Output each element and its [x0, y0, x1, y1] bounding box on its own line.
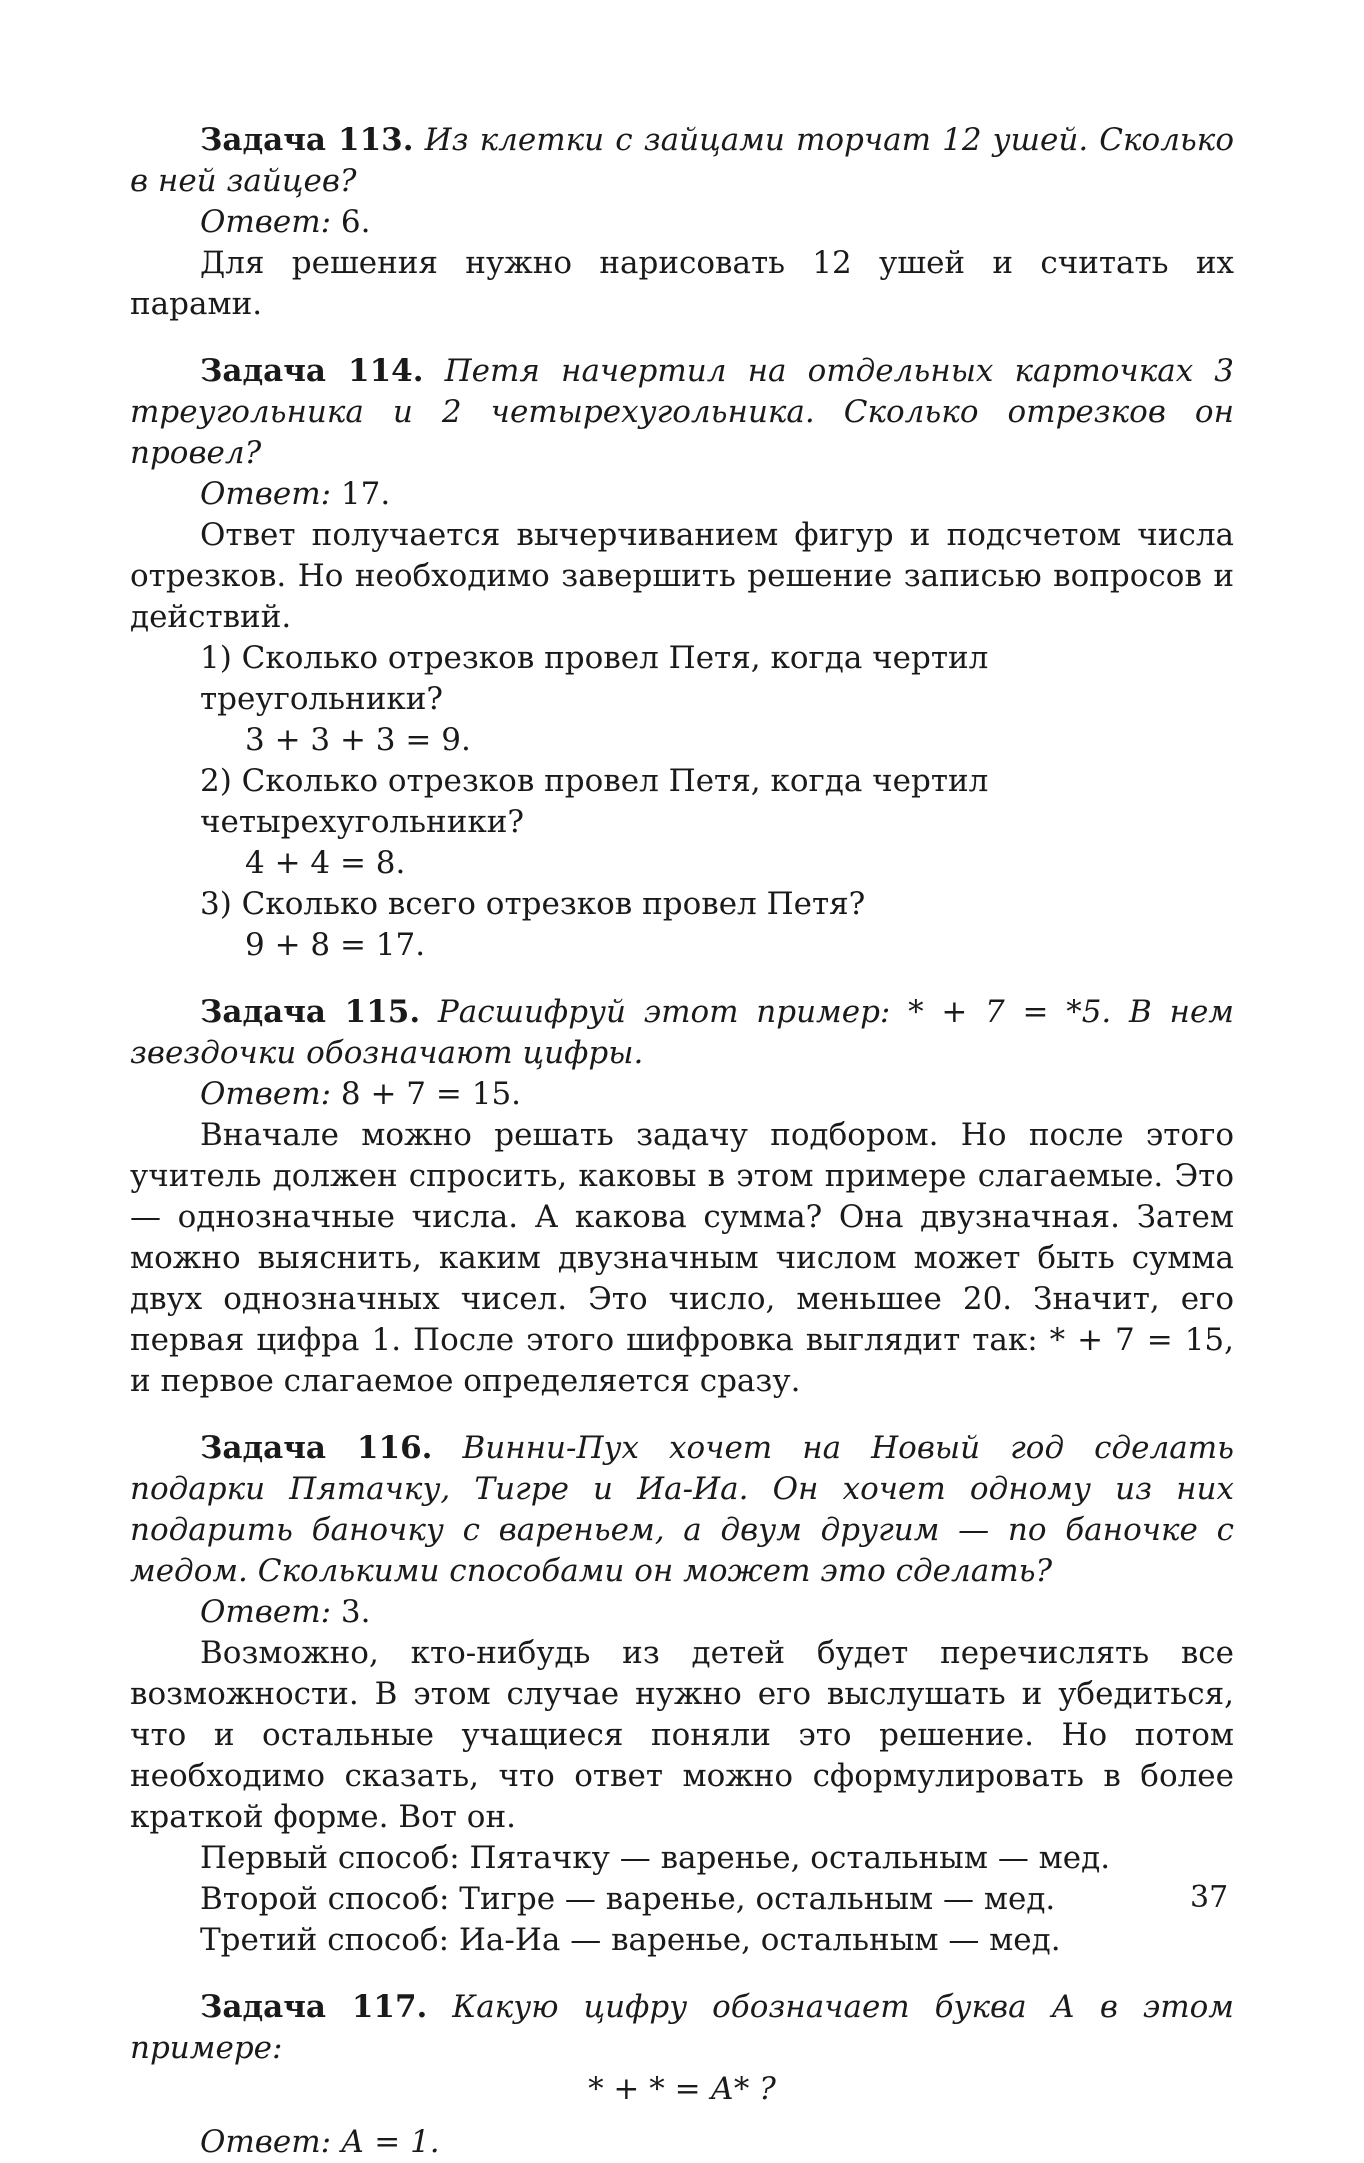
- answer: [130, 474, 1234, 515]
- answer-value: 17.: [340, 476, 391, 512]
- step-question: 2) Сколько отрезков провел Петя, когда чертил четырехугольники?: [200, 763, 989, 840]
- task-115: [130, 992, 1234, 1402]
- answer-value: 8 + 7 = 15.: [340, 1076, 522, 1112]
- task-116: [130, 1428, 1234, 1961]
- answer-value: 6.: [340, 204, 371, 240]
- task-text: Из клетки с зайцами торчат 12 ушей. Сколько в ней зайцев?: [130, 122, 1234, 199]
- formula: * + * = А* ?: [588, 2071, 776, 2107]
- task-113: [130, 120, 1234, 325]
- answer-label: Ответ:: [200, 204, 332, 240]
- task-label: Задача 117.: [200, 1989, 428, 2025]
- task-text: Какую цифру обозначает буква А в этом примере:: [130, 1989, 1235, 2066]
- task-label: Задача 113.: [200, 122, 414, 158]
- answer: [130, 1074, 1234, 1115]
- answer-label: Ответ:: [200, 2124, 332, 2160]
- task-statement: [130, 120, 1234, 202]
- answer-value: А = 1.: [340, 2124, 440, 2160]
- task-text: Петя начертил на отдельных карточках 3 треугольника и 2 четырехугольника. Сколько отрезков он провел?: [130, 353, 1234, 471]
- task-label: Задача 116.: [200, 1430, 433, 1466]
- step-equation: 3 + 3 + 3 = 9.: [245, 722, 471, 758]
- step-equation: 9 + 8 = 17.: [245, 927, 426, 963]
- task-statement: [130, 1428, 1234, 1592]
- task-statement: [130, 992, 1234, 1074]
- step-question: 1) Сколько отрезков провел Петя, когда чертил треугольники?: [200, 640, 989, 717]
- answer-label: Ответ:: [200, 1076, 332, 1112]
- task-statement: [130, 1987, 1234, 2069]
- page-content: [130, 120, 1234, 2163]
- explanation: Ответ получается вычерчиванием фигур и подсчетом числа отрезков. Но необходимо завершить решение записью вопросов и действий.: [130, 517, 1234, 635]
- answer: [130, 202, 1234, 243]
- task-statement: [130, 351, 1234, 474]
- answer: [130, 1592, 1234, 1633]
- task-117: [130, 1987, 1234, 2163]
- answer-label: Ответ:: [200, 1594, 332, 1630]
- answer-label: Ответ:: [200, 476, 332, 512]
- explanation: Для решения нужно нарисовать 12 ушей и считать их парами.: [130, 245, 1234, 322]
- step-equation: 4 + 4 = 8.: [245, 845, 406, 881]
- step-question: 3) Сколько всего отрезков провел Петя?: [200, 886, 866, 922]
- task-label: Задача 114.: [200, 353, 424, 389]
- answer: [130, 2122, 1234, 2163]
- task-text: Винни-Пух хочет на Новый год сделать подарки Пятачку, Тигре и Иа-Иа. Он хочет одному из них подарить баночку с вареньем, а двум другим — по баночке с медом. Сколькими способами он может это сделать?: [130, 1430, 1234, 1589]
- solution-line: Первый способ: Пятачку — варенье, остальным — мед.: [200, 1840, 1111, 1876]
- answer-value: 3.: [340, 1594, 371, 1630]
- task-114: [130, 351, 1234, 966]
- solution-line: Третий способ: Иа-Иа — варенье, остальным — мед.: [200, 1922, 1061, 1958]
- explanation: Вначале можно решать задачу подбором. Но после этого учитель должен спросить, каковы в этом примере слагаемые. Это — однозначные числа. А какова сумма? Она двузначная. Затем можно выяснить, каким двузначным числом может быть сумма двух однозначных чисел. Это число, меньшее 20. Значит, его первая цифра 1. После этого шифровка выглядит так: * + 7 = 15, и первое слагаемое определяется сразу.: [130, 1117, 1234, 1399]
- explanation: Возможно, кто-нибудь из детей будет перечислять все возможности. В этом случае нужно его выслушать и убедиться, что и остальные учащиеся поняли это решение. Но потом необходимо сказать, что ответ можно сформулировать в более краткой форме. Вот он.: [130, 1635, 1234, 1835]
- solution-line: Второй способ: Тигре — варенье, остальным — мед.: [200, 1881, 1056, 1917]
- page-number: 37: [1190, 1880, 1229, 1915]
- task-text: Расшифруй этот пример: * + 7 = *5. В нем звездочки обозначают цифры.: [130, 994, 1235, 1071]
- task-label: Задача 115.: [200, 994, 421, 1030]
